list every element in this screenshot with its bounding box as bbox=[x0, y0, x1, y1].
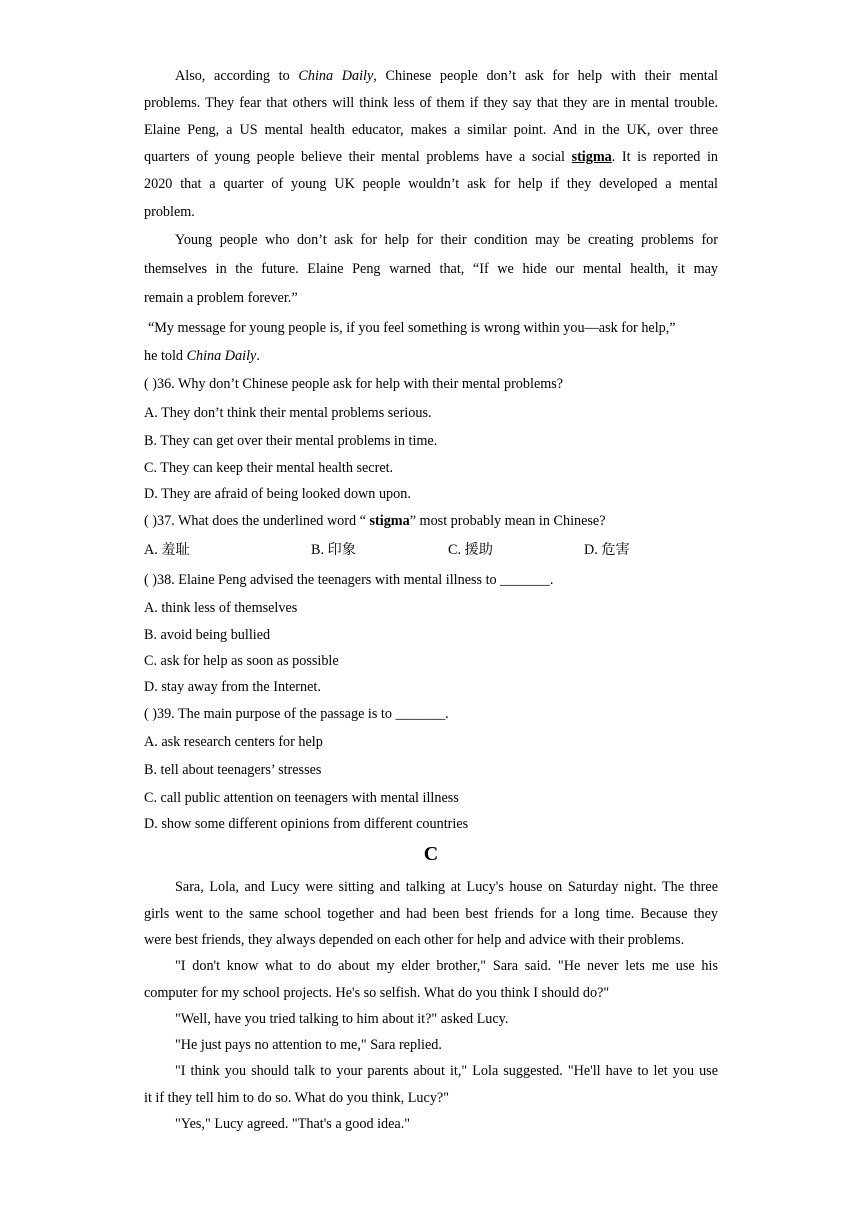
source-name: China Daily bbox=[298, 68, 374, 84]
passage-b-line: quarters of young people believe their mental problems have a social stigma. It is reported in bbox=[144, 149, 719, 165]
underlined-word: stigma bbox=[571, 149, 612, 165]
passage-b-line: 2020 that a quarter of young UK people wouldn’t ask for help if they developed a mental bbox=[144, 176, 718, 192]
passage-b-line: Young people who don’t ask for help for their condition may be creating problems for bbox=[175, 232, 718, 248]
option-b: B. 印象 bbox=[311, 542, 356, 558]
option-a: A. They don’t think their mental problems serious. bbox=[144, 405, 432, 421]
passage-b-line: “My message for young people is, if you feel something is wrong within you—ask for help,” bbox=[148, 320, 676, 336]
option-a: A. 羞耻 bbox=[144, 542, 190, 558]
option-d: D. show some different opinions from different countries bbox=[144, 816, 469, 832]
passage-b-line: problems. They fear that others will think less of them if they say that they are in mental trouble. bbox=[144, 95, 718, 111]
passage-c-line: were best friends, they always depended on each other for help and advice with their problems. bbox=[144, 932, 685, 948]
option-c: C. They can keep their mental health secret. bbox=[144, 460, 394, 476]
passage-c-line: "Yes," Lucy agreed. "That's a good idea." bbox=[175, 1116, 411, 1132]
passage-c-line: Sara, Lola, and Lucy were sitting and talking at Lucy's house on Saturday night. The three bbox=[175, 879, 718, 895]
passage-c-line: "I think you should talk to your parents about it," Lola suggested. "He'll have to let you use bbox=[175, 1063, 718, 1079]
option-c: C. ask for help as soon as possible bbox=[144, 653, 339, 669]
option-c: C. 援助 bbox=[448, 542, 493, 558]
passage-b-line: Also, according to China Daily, Chinese people don’t ask for help with their mental bbox=[175, 68, 718, 84]
option-b: B. avoid being bullied bbox=[144, 627, 271, 643]
passage-c-line: computer for my school projects. He's so selfish. What do you think I should do?" bbox=[144, 985, 610, 1001]
option-d: D. stay away from the Internet. bbox=[144, 679, 321, 695]
question-37-options bbox=[144, 542, 718, 558]
question-38-stem: ( )38. Elaine Peng advised the teenagers with mental illness to _______. bbox=[144, 572, 554, 588]
option-a: A. ask research centers for help bbox=[144, 734, 323, 750]
option-a: A. think less of themselves bbox=[144, 600, 298, 616]
option-b: B. tell about teenagers’ stresses bbox=[144, 762, 322, 778]
passage-c-line: it if they tell him to do so. What do you think, Lucy?" bbox=[144, 1090, 450, 1106]
option-d: D. 危害 bbox=[584, 542, 630, 558]
section-heading: C bbox=[423, 843, 439, 865]
passage-c-line: "Well, have you tried talking to him about it?" asked Lucy. bbox=[175, 1011, 509, 1027]
option-b: B. They can get over their mental problems in time. bbox=[144, 433, 438, 449]
passage-c-line: girls went to the same school together and had been best friends for a long time. Because they bbox=[144, 906, 718, 922]
source-name: China Daily bbox=[186, 348, 257, 364]
passage-b-line: Elaine Peng, a US mental health educator, makes a similar point. And in the UK, over three bbox=[144, 122, 718, 138]
passage-b-line: remain a problem forever.” bbox=[144, 290, 298, 306]
question-36-stem: ( )36. Why don’t Chinese people ask for help with their mental problems? bbox=[144, 376, 564, 392]
question-39-stem: ( )39. The main purpose of the passage is to _______. bbox=[144, 706, 449, 722]
passage-b-line: themselves in the future. Elaine Peng warned that, “If we hide our mental health, it may bbox=[144, 261, 718, 277]
passage-c-line: "I don't know what to do about my elder brother," Sara said. "He never lets me use his bbox=[175, 958, 718, 974]
passage-c-line: "He just pays no attention to me," Sara replied. bbox=[175, 1037, 442, 1053]
quoted-word: stigma bbox=[369, 513, 410, 529]
passage-b-line: he told China Daily. bbox=[144, 348, 260, 364]
passage-b-line: problem. bbox=[144, 204, 195, 220]
option-c: C. call public attention on teenagers with mental illness bbox=[144, 790, 459, 806]
option-d: D. They are afraid of being looked down upon. bbox=[144, 486, 411, 502]
question-37-stem: ( )37. What does the underlined word “ stigma” most probably mean in Chinese? bbox=[144, 513, 606, 529]
